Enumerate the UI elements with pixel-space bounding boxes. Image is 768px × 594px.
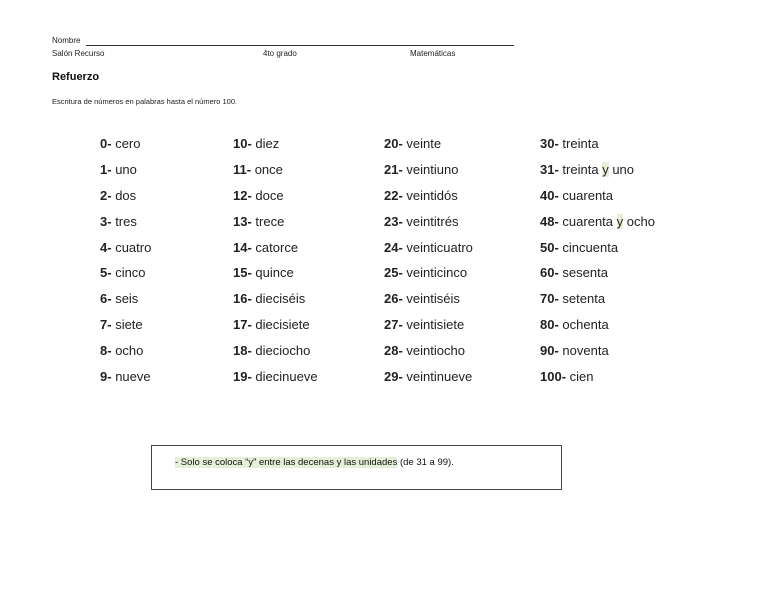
entry-number: 6- xyxy=(100,291,112,307)
number-entry xyxy=(233,214,318,240)
entry-number: 8- xyxy=(100,343,112,359)
number-entry xyxy=(100,240,151,266)
entry-word: doce xyxy=(255,187,284,203)
entry-word: diecisiete xyxy=(255,317,310,333)
entry-number: 26- xyxy=(384,291,403,307)
entry-word: noventa xyxy=(562,343,609,359)
number-entry xyxy=(233,317,318,343)
entry-number: 13- xyxy=(233,213,252,229)
entry-number: 70- xyxy=(540,291,559,307)
number-entry xyxy=(384,188,473,214)
entry-word-units: ocho xyxy=(626,213,655,229)
entry-word: veintidós xyxy=(406,187,458,203)
entry-conjunction: y xyxy=(602,161,609,177)
entry-number: 1- xyxy=(100,161,112,177)
entry-number: 7- xyxy=(100,317,112,333)
entry-number: 27- xyxy=(384,317,403,333)
entry-number: 20- xyxy=(384,136,403,151)
entry-number: 23- xyxy=(384,213,403,229)
entry-number: 11- xyxy=(233,161,252,177)
number-entry xyxy=(100,265,151,291)
entry-word: ochenta xyxy=(562,317,609,333)
entry-word: nueve xyxy=(115,369,151,385)
entry-word: treinta xyxy=(562,136,599,151)
entry-word: veintitrés xyxy=(406,213,459,229)
entry-number: 30- xyxy=(540,136,559,151)
entry-word: dieciséis xyxy=(255,291,306,307)
grado-label: 4to grado xyxy=(263,49,297,58)
number-entry xyxy=(384,136,473,162)
number-entry xyxy=(233,265,318,291)
number-entry xyxy=(540,265,655,291)
note-highlighted: - Solo se coloca “y” entre las decenas y las unidades xyxy=(175,457,398,468)
number-entry xyxy=(384,214,473,240)
entry-number: 3- xyxy=(100,213,112,229)
entry-word: veinte xyxy=(406,136,442,151)
entry-number: 5- xyxy=(100,265,112,281)
number-entry xyxy=(100,214,151,240)
entry-number: 40- xyxy=(540,187,559,203)
entry-number: 60- xyxy=(540,265,559,281)
number-entry xyxy=(233,162,318,188)
entry-word: quince xyxy=(255,265,294,281)
entry-word: dieciocho xyxy=(255,343,311,359)
entry-conjunction: y xyxy=(616,213,624,229)
entry-word: setenta xyxy=(562,291,606,307)
entry-word: cuarenta xyxy=(562,213,614,229)
entry-number: 19- xyxy=(233,369,252,385)
nombre-label: Nombre xyxy=(52,36,81,45)
entry-number: 100- xyxy=(540,369,567,385)
entry-number: 48- xyxy=(540,213,559,229)
entry-word: veinticinco xyxy=(406,265,468,281)
number-entry xyxy=(100,162,151,188)
entry-number: 9- xyxy=(100,369,112,385)
number-entry xyxy=(100,343,151,369)
number-entry xyxy=(233,136,318,162)
entry-word: diez xyxy=(255,136,280,151)
salon-label: Salón Recurso xyxy=(52,49,105,58)
entry-word: cinco xyxy=(115,265,146,281)
nombre-underline xyxy=(86,45,514,46)
entry-number: 12- xyxy=(233,187,252,203)
number-entry xyxy=(384,162,473,188)
entry-word: dos xyxy=(115,187,137,203)
entry-word: veintinueve xyxy=(406,369,473,385)
entry-number: 90- xyxy=(540,343,559,359)
number-column-1 xyxy=(100,136,151,395)
entry-number: 14- xyxy=(233,239,252,255)
entry-number: 10- xyxy=(233,136,252,151)
number-column-3 xyxy=(384,136,473,395)
number-entry xyxy=(540,162,655,188)
entry-word: veintisiete xyxy=(406,317,465,333)
number-entry xyxy=(384,240,473,266)
number-entry xyxy=(384,265,473,291)
number-entry xyxy=(100,317,151,343)
entry-number: 25- xyxy=(384,265,403,281)
entry-number: 17- xyxy=(233,317,252,333)
entry-number: 4- xyxy=(100,239,112,255)
number-entry xyxy=(384,291,473,317)
number-entry xyxy=(540,317,655,343)
entry-number: 2- xyxy=(100,187,112,203)
entry-word: veintiuno xyxy=(406,161,459,177)
number-entry xyxy=(540,343,655,369)
entry-number: 29- xyxy=(384,369,403,385)
page-subtitle: Escritura de números en palabras hasta el número 100. xyxy=(52,97,238,106)
number-entry xyxy=(384,343,473,369)
number-entry xyxy=(100,291,151,317)
number-entry xyxy=(540,369,655,395)
entry-word-units: uno xyxy=(612,161,635,177)
number-entry xyxy=(233,188,318,214)
entry-word: veintiséis xyxy=(406,291,460,307)
entry-word: veinticuatro xyxy=(406,239,473,255)
number-entry xyxy=(540,214,655,240)
note-box xyxy=(151,445,562,490)
number-entry xyxy=(233,291,318,317)
number-column-2 xyxy=(233,136,318,395)
entry-number: 80- xyxy=(540,317,559,333)
number-entry xyxy=(233,369,318,395)
number-entry xyxy=(100,188,151,214)
number-entry xyxy=(384,317,473,343)
entry-word: cuatro xyxy=(115,239,152,255)
entry-word: cero xyxy=(115,136,141,151)
entry-number: 21- xyxy=(384,161,403,177)
entry-number: 50- xyxy=(540,239,559,255)
materia-label: Matemáticas xyxy=(410,49,456,58)
entry-word: trece xyxy=(255,213,285,229)
page-title: Refuerzo xyxy=(52,71,100,83)
entry-word: tres xyxy=(115,213,137,229)
entry-word: siete xyxy=(115,317,143,333)
number-entry xyxy=(540,240,655,266)
entry-word: sesenta xyxy=(562,265,608,281)
number-entry xyxy=(233,343,318,369)
entry-word: once xyxy=(254,161,283,177)
entry-number: 18- xyxy=(233,343,252,359)
entry-word: cien xyxy=(569,369,594,385)
entry-word: catorce xyxy=(255,239,299,255)
entry-number: 31- xyxy=(540,161,559,177)
number-entry xyxy=(384,369,473,395)
entry-word: ocho xyxy=(115,343,144,359)
number-entry xyxy=(100,369,151,395)
entry-word: cuarenta xyxy=(562,187,614,203)
entry-number: 0- xyxy=(100,136,112,151)
entry-number: 16- xyxy=(233,291,252,307)
entry-number: 22- xyxy=(384,187,403,203)
entry-word: veintiocho xyxy=(406,343,465,359)
number-entry xyxy=(540,291,655,317)
note-text xyxy=(175,457,454,468)
entry-word: diecinueve xyxy=(255,369,318,385)
entry-word: treinta xyxy=(562,161,599,177)
number-entry xyxy=(100,136,151,162)
note-range: (de 31 a 99). xyxy=(397,457,454,468)
number-entry xyxy=(540,136,655,162)
entry-word: uno xyxy=(115,161,137,177)
entry-word: cincuenta xyxy=(562,239,619,255)
number-entry xyxy=(540,188,655,214)
entry-word: seis xyxy=(115,291,139,307)
entry-number: 28- xyxy=(384,343,403,359)
entry-number: 24- xyxy=(384,239,403,255)
number-entry xyxy=(233,240,318,266)
number-column-4 xyxy=(540,136,655,395)
entry-number: 15- xyxy=(233,265,252,281)
